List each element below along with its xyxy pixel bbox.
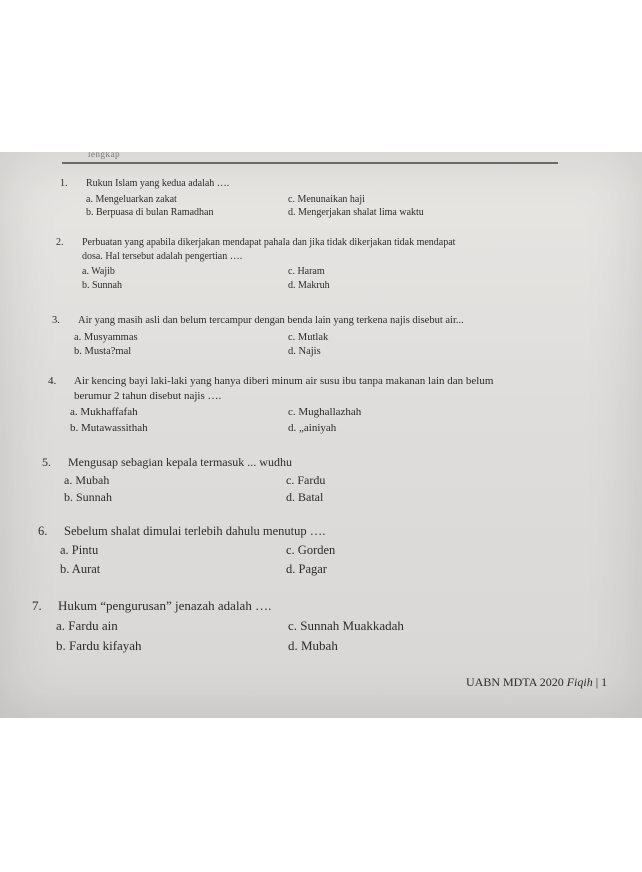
question-text: Sebelum shalat dimulai terlebih dahulu menutup ….: [64, 524, 326, 538]
option-c: c. Sunnah Muakkadah: [288, 618, 404, 633]
option-b: b. Sunnah: [64, 490, 112, 504]
exam-sheet: [0, 152, 642, 718]
footer-subject: Fiqih: [566, 675, 593, 689]
question-text: Perbuatan yang apabila dikerjakan mendapat pahala dan jika tidak dikerjakan tidak mendapat: [82, 237, 456, 248]
question-number: 1.: [60, 178, 68, 189]
question-number: 4.: [48, 375, 57, 387]
option-c: c. Haram: [288, 266, 325, 277]
option-d: d. Mengerjakan shalat lima waktu: [288, 207, 424, 218]
option-b: b. Berpuasa di bulan Ramadhan: [86, 207, 214, 218]
question-number: 5.: [42, 455, 51, 469]
option-a: a. Pintu: [60, 543, 99, 557]
question-text: Air yang masih asli dan belum tercampur dengan benda lain yang terkena najis disebut air...: [78, 315, 464, 326]
option-c: c. Menunaikan haji: [288, 194, 365, 205]
option-b: b. Sunnah: [82, 280, 122, 291]
question-number: 7.: [32, 598, 42, 613]
option-a: a. Musyammas: [74, 332, 138, 343]
option-b: b. Mutawassithah: [70, 422, 148, 434]
top-rule: [62, 162, 558, 164]
option-c: c. Mutlak: [288, 332, 329, 343]
option-a: a. Wajib: [82, 266, 115, 277]
option-d: d. Pagar: [286, 562, 327, 576]
question-number: 2.: [56, 237, 64, 248]
option-c: c. Fardu: [286, 473, 326, 487]
option-d: d. Mubah: [288, 638, 338, 653]
question-number: 3.: [52, 315, 60, 326]
option-a: a. Fardu ain: [56, 618, 118, 633]
question-text: Mengusap sebagian kepala termasuk ... wudhu: [68, 455, 292, 469]
question-number: 6.: [38, 524, 48, 538]
option-d: d. Batal: [286, 490, 324, 504]
option-b: b. Aurat: [60, 562, 101, 576]
option-a: a. Mukhaffafah: [70, 406, 138, 418]
option-b: b. Musta?mal: [74, 346, 132, 357]
question-text: Hukum “pengurusan” jenazah adalah ….: [58, 598, 272, 613]
question-text: Air kencing bayi laki-laki yang hanya diberi minum air susu ibu tanpa makanan lain dan belum: [74, 375, 494, 387]
top-caption: lengkap: [88, 152, 120, 159]
option-c: c. Gorden: [286, 543, 336, 557]
question-text-continued: dosa. Hal tersebut adalah pengertian ….: [82, 251, 243, 262]
question-text: Rukun Islam yang kedua adalah ….: [86, 178, 230, 189]
footer-page-number: | 1: [595, 675, 608, 689]
page-footer: [466, 675, 607, 690]
option-d: d. Najis: [288, 346, 321, 357]
option-b: b. Fardu kifayah: [56, 638, 142, 653]
option-a: a. Mengeluarkan zakat: [86, 194, 177, 205]
option-a: a. Mubah: [64, 473, 110, 487]
footer-label: UABN MDTA 2020: [466, 675, 564, 689]
question-text-continued: berumur 2 tahun disebut najis ….: [74, 390, 222, 402]
option-c: c. Mughallazhah: [288, 406, 362, 418]
option-d: d. Makruh: [288, 280, 330, 291]
option-d: d. „ainiyah: [288, 422, 337, 434]
